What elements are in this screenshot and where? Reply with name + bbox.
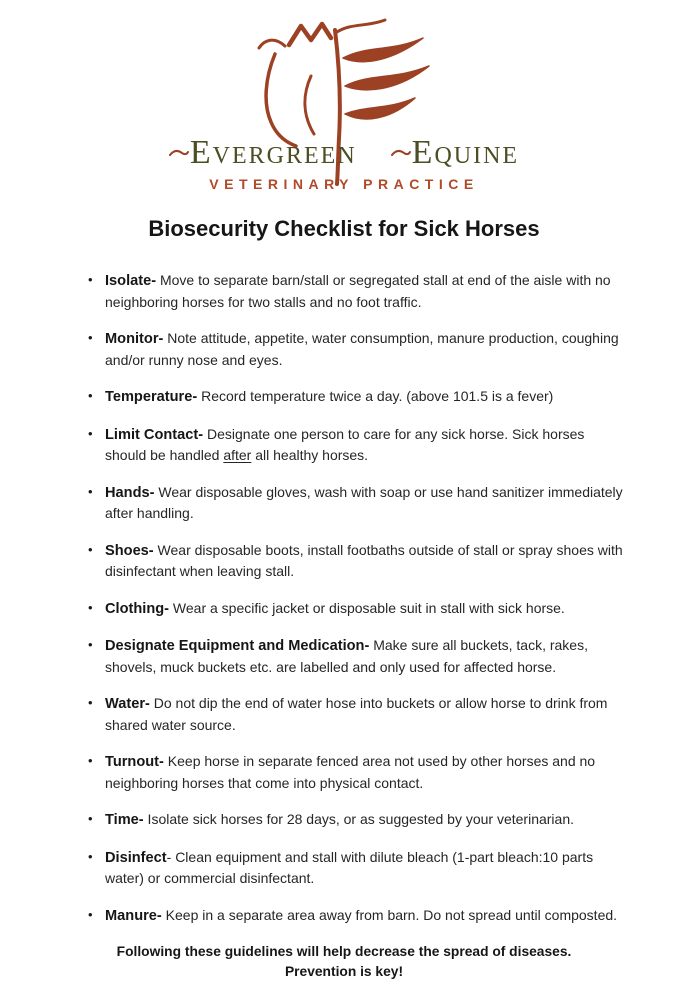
brand-tagline: VETERINARY PRACTICE xyxy=(209,176,479,192)
checklist-item xyxy=(88,386,624,408)
bullet-icon: • xyxy=(88,330,93,345)
checklist xyxy=(88,270,624,926)
checklist-item xyxy=(88,635,624,677)
checklist-term: Designate Equipment and Medication- xyxy=(105,638,370,654)
checklist-item xyxy=(88,905,624,927)
checklist-item xyxy=(88,482,624,524)
checklist-term: Hands- xyxy=(105,484,155,501)
checklist-term: Manure- xyxy=(105,907,162,924)
bullet-icon: • xyxy=(88,753,93,768)
bullet-icon: • xyxy=(88,483,93,499)
bullet-icon: • xyxy=(88,811,93,826)
bullet-icon: • xyxy=(88,848,93,864)
checklist-text: Keep horse in separate fenced area not used by other horses and no neighboring horses that come into physical contact. xyxy=(105,753,596,791)
bullet-icon: • xyxy=(88,906,93,922)
checklist-item xyxy=(88,847,624,889)
checklist-item xyxy=(88,540,624,582)
logo-swash-icon xyxy=(391,147,411,159)
brand-logo xyxy=(0,0,688,192)
bullet-icon: • xyxy=(88,272,93,287)
checklist-text: Make sure all buckets, tack, rakes, shovels, muck buckets etc. are labelled and only used for affected horse. xyxy=(105,637,588,675)
checklist-term: Turnout- xyxy=(105,754,164,770)
bullet-icon: • xyxy=(88,425,93,441)
logo-swash-icon xyxy=(169,147,189,159)
checklist-item xyxy=(88,328,624,370)
checklist-text: Isolate sick horses for 28 days, or as suggested by your veterinarian. xyxy=(143,811,575,827)
checklist-text: Designate one person to care for any sick horse. Sick horses should be handled xyxy=(105,425,585,463)
checklist-text: all healthy horses. xyxy=(251,447,369,463)
checklist-term: Water- xyxy=(105,696,150,712)
checklist-item xyxy=(88,809,624,831)
checklist-term: Isolate- xyxy=(105,273,157,289)
checklist-text: Keep in a separate area away from barn. Do not spread until composted. xyxy=(161,906,618,923)
checklist-text: Wear disposable gloves, wash with soap or use hand sanitizer immediately after handling. xyxy=(105,483,623,521)
checklist-term: Limit Contact- xyxy=(105,426,204,443)
footer-line-1: Following these guidelines will help decrease the spread of diseases. xyxy=(116,944,572,959)
brand-word-text: Equine xyxy=(411,134,520,171)
checklist-term: Shoes- xyxy=(105,542,154,559)
checklist-item xyxy=(88,598,624,620)
checklist-text: Wear a specific jacket or disposable suit in stall with sick horse. xyxy=(169,599,565,616)
checklist-term: Clothing- xyxy=(105,600,170,617)
checklist-term: Temperature- xyxy=(105,389,198,405)
checklist-text: after xyxy=(223,447,252,463)
checklist-item xyxy=(88,270,624,312)
brand-word-equine xyxy=(391,136,519,170)
checklist-term: Monitor- xyxy=(105,331,164,347)
footer-note xyxy=(0,942,688,982)
bullet-icon: • xyxy=(88,388,93,403)
checklist-text: Record temperature twice a day. (above 101.5 is a fever) xyxy=(197,388,554,404)
footer-line-2: Prevention is key! xyxy=(284,964,404,979)
checklist-text: Wear disposable boots, install footbaths outside of stall or spray shoes with disinfectant when leaving stall. xyxy=(105,541,623,579)
checklist-term: Disinfect xyxy=(105,849,167,866)
brand-wordmark xyxy=(0,136,688,170)
brand-word-text: Evergreen xyxy=(189,134,357,171)
page-title: Biosecurity Checklist for Sick Horses xyxy=(148,216,540,241)
checklist-item xyxy=(88,751,624,793)
checklist-item xyxy=(88,693,624,735)
checklist-text: Do not dip the end of water hose into buckets or allow horse to drink from shared water source. xyxy=(105,695,608,733)
bullet-icon: • xyxy=(88,695,93,710)
brand-word-evergreen xyxy=(169,136,357,170)
checklist-text: Note attitude, appetite, water consumption, manure production, coughing and/or runny nose and eyes. xyxy=(105,330,619,368)
bullet-icon: • xyxy=(88,637,93,652)
checklist-text: - Clean equipment and stall with dilute bleach (1-part bleach:10 parts water) or commercial disinfectant. xyxy=(105,848,594,886)
bullet-icon: • xyxy=(88,599,93,615)
bullet-icon: • xyxy=(88,541,93,557)
checklist-item xyxy=(88,424,624,466)
checklist-text: Move to separate barn/stall or segregated stall at end of the aisle with no neighboring horses for two stalls and no foot traffic. xyxy=(105,272,611,310)
checklist-term: Time- xyxy=(105,812,144,828)
